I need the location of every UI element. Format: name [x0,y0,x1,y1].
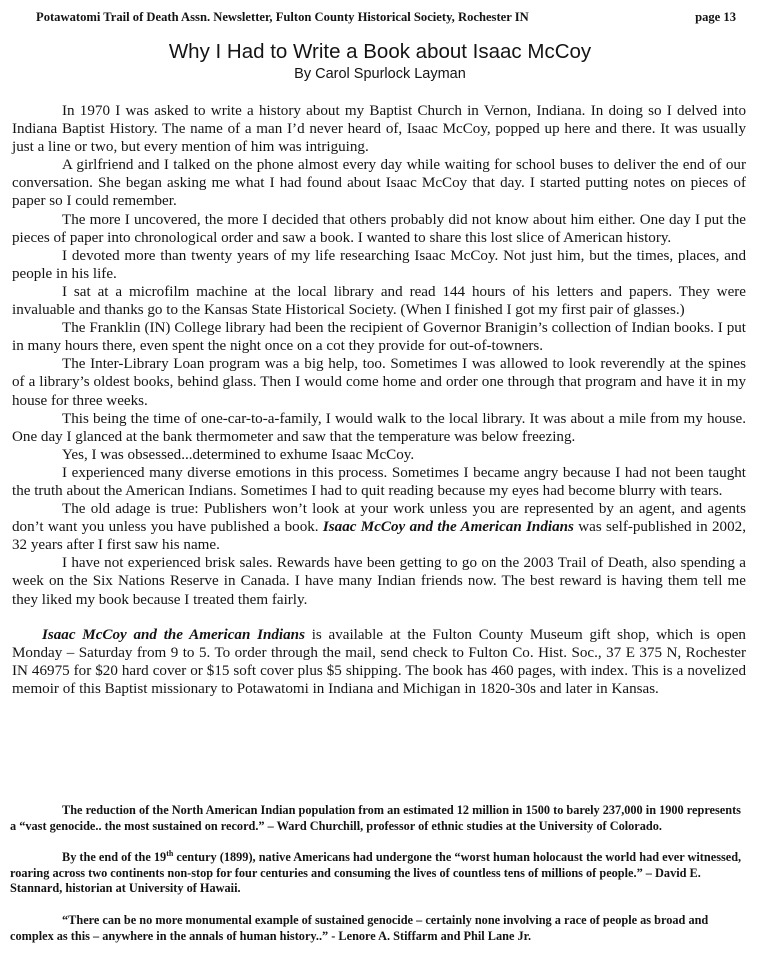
paragraph: Yes, I was obsessed...determined to exhume Isaac McCoy. [62,446,415,463]
availability-text: is available at the Fulton County Museum gift shop, which is open Monday – Saturday from 9 to 5. To order through the mail, send check to Fulton Co. Hist. Soc., 37 E 375 N, Rochester IN 46975 for $20 hard cover or $15 soft cover plus $5 shipping. The book has 460 pages, with index. This is a novelized memoir of this Baptist missionary to Potawatomi in Indiana and Michigan in 1820-30s and later in Kansas. [12,626,746,697]
paragraph: In 1970 I was asked to write a history about my Baptist Church in Vernon, Indiana. In doing so I delved into Indiana Baptist History. The name of a man I’d never heard of, Isaac McCoy, popped up here and there. It was usually just a line or two, but every mention of him was intriguing. [12,103,746,156]
book-title: Isaac McCoy and the American Indians [42,626,305,643]
quote-text-end: century (1899), native Americans had undergone the “worst human holocaust the world had ever witnessed, roaring across two continents non-stop for four centuries and consuming the lives of countless tens of millions of people.” – David E. Stannard, historian at University of Hawaii. [10,850,742,896]
quote-stiffarm-lane: “There can be no more monumental example of sustained genocide – certainly none involving a race of people as broad and complex as this – anywhere in the annals of human history..” - Lenore A. Stiffarm and Phil Lane Jr. [10,912,709,943]
article-byline: By Carol Spurlock Layman [294,66,466,82]
quote-stannard [10,850,748,897]
adage-paragraph [12,500,746,554]
page-number: page 13 [695,10,736,24]
quote-churchill: The reduction of the North American Indian population from an estimated 12 million in 1500 to barely 237,000 in 1900 represents a “vast genocide.. the most sustained on record.” – Ward Churchill, professor of ethnic studies at the University of Colorado. [10,803,741,833]
sales-paragraph: I have not experienced brisk sales. Rewards have been getting to go on the 2003 Trail of Death, also spending a week on the Six Nations Reserve in Canada. I have many Indian friends now. The best reward is having them tell me they liked my book because I treated them fairly. [12,555,746,608]
paragraph: This being the time of one-car-to-a-family, I would walk to the local library. It was about a mile from my house. One day I glanced at the bank thermometer and saw that the temperature was below freezing. [12,410,746,445]
paragraph: A girlfriend and I talked on the phone almost every day while waiting for school buses to deliver the end of our conversation. She began asking me what I had found about Isaac McCoy that day. I started putting notes on pieces of paper so I could remember. [12,157,746,210]
paragraph: I sat at a microfilm machine at the local library and read 144 hours of his letters and papers. They were invaluable and thanks go to the Kansas State Historical Society. (When I finished I got my first pair of glasses.) [12,283,746,319]
paragraph: I experienced many diverse emotions in this process. Sometimes I became angry because I had not been taught the truth about the American Indians. Sometimes I had to quit reading because my eyes had become blurry with tears. [12,464,746,499]
article-body [12,102,746,698]
ordinal-suffix: th [166,849,174,859]
availability-paragraph [12,626,746,698]
newsletter-header [18,7,742,25]
quote-text: By the end of the 19 [62,850,167,865]
paragraph: The more I uncovered, the more I decided that others probably did not know about him either. One day I put the pieces of paper into chronological order and saw a book. I wanted to share this lost slice of American history. [12,211,746,246]
book-title: Isaac McCoy and the American Indians [322,519,574,536]
article-title: Why I Had to Write a Book about Isaac McCoy [168,40,592,63]
paragraph: I devoted more than twenty years of my life researching Isaac McCoy. Not just him, but the times, places, and people in his life. [12,247,746,282]
paragraph: The Franklin (IN) College library had been the recipient of Governor Branigin’s collection of Indian books. I put in many hours there, even spent the night once on a cot they provide for out-of-towners. [12,320,746,355]
adage-text-end: was self-published in 2002, 32 years after I first saw his name. [12,519,746,554]
paragraph: The Inter-Library Loan program was a big help, too. Sometimes I was allowed to look reverendly at the spines of a library’s oldest books, behind glass. Then I would come home and order one through that program and have it in my house for three weeks. [12,356,746,409]
quotes-section [10,803,748,960]
newsletter-masthead: Potawatomi Trail of Death Assn. Newsletter, Fulton County Historical Society, Rochester IN [36,10,529,24]
adage-text: The old adage is true: Publishers won’t look at your work unless you are represented by an agent, and agents don’t want you unless you have published a book. [12,501,746,536]
